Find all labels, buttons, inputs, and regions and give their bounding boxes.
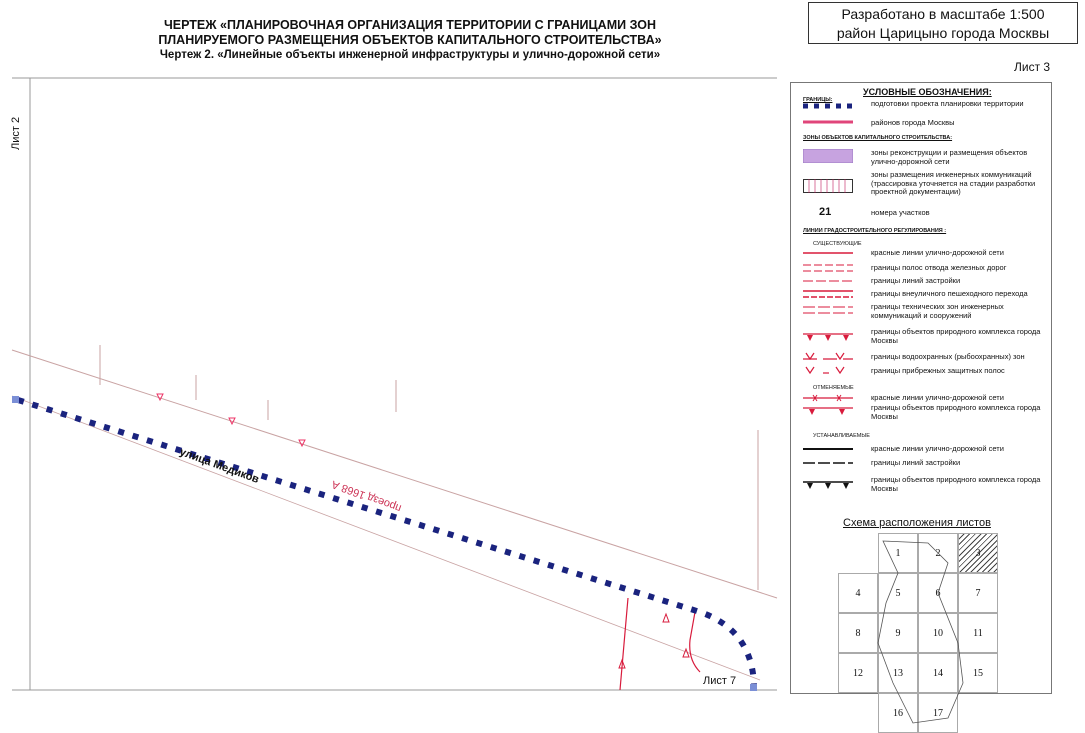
grid-cell-2: 2: [918, 533, 958, 573]
technical-zone-symbol: [803, 305, 853, 315]
water-protection-symbol: [803, 351, 853, 363]
passage-label: проезд 1668 А: [330, 477, 404, 515]
title-line-1: ЧЕРТЕЖ «ПЛАНИРОВОЧНАЯ ОРГАНИЗАЦИЯ ТЕРРИТОРИИ С ГРАНИЦАМИ ЗОН: [163, 18, 656, 32]
title-line-3: Чертеж 2. «Линейные объекты инженерной инфраструктуры и улично-дорожной сети»: [159, 49, 661, 61]
legend-existing-item-2: границы полос отвода железных дорог: [871, 263, 1007, 272]
grid-cell-15: 15: [958, 653, 998, 693]
red-line-cancelled-symbol: [803, 393, 853, 403]
legend-plot-number: номера участков: [871, 208, 930, 217]
legend-existing-item-5: границы технических зон инженерных коммуникаций и сооружений: [871, 302, 1004, 320]
grid-cell-17: 17: [918, 693, 958, 733]
legend-zone-engineering: зоны размещения инженерных коммуникаций (трассировка уточняется на стадии разработки проектной документации): [871, 170, 1036, 196]
sheet-bottom-label: Лист 7: [703, 675, 737, 687]
natural-complex-symbol: [803, 331, 853, 343]
grid-cell-5: 5: [878, 573, 918, 613]
grid-cell-14: 14: [918, 653, 958, 693]
grid-cell-3-current: 3: [958, 533, 998, 573]
scale-text: Разработано в масштабе 1:500: [841, 6, 1045, 22]
legend-existing-item-4: границы внеуличного пешеходного перехода: [871, 289, 1028, 298]
legend-zones-header: ЗОНЫ ОБЪЕКТОВ КАПИТАЛЬНОГО СТРОИТЕЛЬСТВА:: [803, 135, 953, 141]
boundary-end-marker: [12, 396, 19, 403]
boundary-end-marker: [750, 684, 757, 691]
red-line-existing-symbol: [803, 249, 853, 257]
scheme-title: Схема расположения листов: [843, 517, 991, 529]
legend-boundary-districts: районов города Москвы: [871, 118, 955, 127]
district-text: район Царицыно города Москвы: [836, 25, 1050, 41]
legend-cancelled-item-2: границы объектов природного комплекса города Москвы: [871, 403, 1041, 421]
legend-existing-header: СУЩЕСТВУЮЩИЕ: [813, 241, 862, 247]
scale-box: [808, 2, 1078, 44]
natural-established-symbol: [803, 479, 853, 491]
building-line-established-symbol: [803, 459, 853, 467]
district-boundary-symbol: [803, 118, 853, 126]
legend-boundaries-header: ГРАНИЦЫ:: [803, 97, 833, 103]
grid-cell-8: 8: [838, 613, 878, 653]
grid-cell-11: 11: [958, 613, 998, 653]
legend-established-item-2: границы линий застройки: [871, 458, 961, 467]
legend-established-item-1: красные линии улично-дорожной сети: [871, 444, 1004, 453]
grid-cell-4: 4: [838, 573, 878, 613]
legend-cancelled-item-1: красные линии улично-дорожной сети: [871, 393, 1004, 402]
triangle-marker: [663, 614, 669, 622]
building-line-symbol: [803, 277, 853, 285]
legend-title: УСЛОВНЫЕ ОБОЗНАЧЕНИЯ:: [863, 87, 992, 97]
legend-existing-item-6: границы объектов природного комплекса города Москвы: [871, 327, 1041, 345]
road-zone-symbol: [803, 149, 853, 163]
legend-existing-item-8: границы прибрежных защитных полос: [871, 366, 1005, 375]
sheet-left-label: Лист 2: [10, 116, 22, 150]
railway-symbol: [803, 263, 853, 273]
legend-regulation-header: ЛИНИИ ГРАДОСТРОИТЕЛЬНОГО РЕГУЛИРОВАНИЯ :: [803, 228, 947, 234]
grid-cell-12: 12: [838, 653, 878, 693]
grid-cell-9: 9: [878, 613, 918, 653]
engineering-zone-symbol: [803, 179, 853, 193]
coastal-strip-symbol: [803, 365, 853, 377]
legend-established-header: УСТАНАВЛИВАЕМЫЕ: [813, 433, 870, 439]
grid-cell-10: 10: [918, 613, 958, 653]
plot-number-symbol: 21: [819, 206, 832, 218]
legend-existing-item-3: границы линий застройки: [871, 276, 961, 285]
street-label: улица Медиков: [177, 446, 261, 486]
legend-panel: [790, 82, 1052, 719]
legend-zone-road: зоны реконструкции и размещения объектов улично-дорожной сети: [871, 148, 1028, 166]
sheet-number: Лист 3: [1014, 60, 1051, 74]
legend-boundary-project: подготовки проекта планировки территории: [871, 99, 1024, 108]
red-line: [620, 598, 628, 690]
legend-existing-item-1: красные линии улично-дорожной сети: [871, 248, 1004, 257]
grid-cell-13: 13: [878, 653, 918, 693]
red-line: [690, 612, 700, 672]
grid-cell-6: 6: [918, 573, 958, 613]
district-outline: [838, 533, 998, 733]
pedestrian-crossing-symbol: [803, 289, 853, 299]
legend-existing-item-7: границы водоохранных (рыбоохранных) зон: [871, 352, 1025, 361]
project-boundary-symbol: [803, 101, 853, 111]
grid-cell-7: 7: [958, 573, 998, 613]
road-edge-line: [12, 350, 777, 598]
grid-cell-16: 16: [878, 693, 918, 733]
legend-established-item-3: границы объектов природного комплекса города Москвы: [871, 475, 1041, 493]
red-line-established-symbol: [803, 445, 853, 453]
grid-cell-1: 1: [878, 533, 918, 573]
project-boundary-line: [18, 400, 754, 685]
road-axis-line: [12, 396, 760, 680]
title-line-2: ПЛАНИРУЕМОГО РАЗМЕЩЕНИЯ ОБЪЕКТОВ КАПИТАЛЬНОГО СТРОИТЕЛЬСТВА»: [158, 33, 662, 47]
natural-cancelled-symbol: [803, 405, 853, 417]
legend-cancelled-header: ОТМЕНЯЕМЫЕ: [813, 385, 854, 391]
